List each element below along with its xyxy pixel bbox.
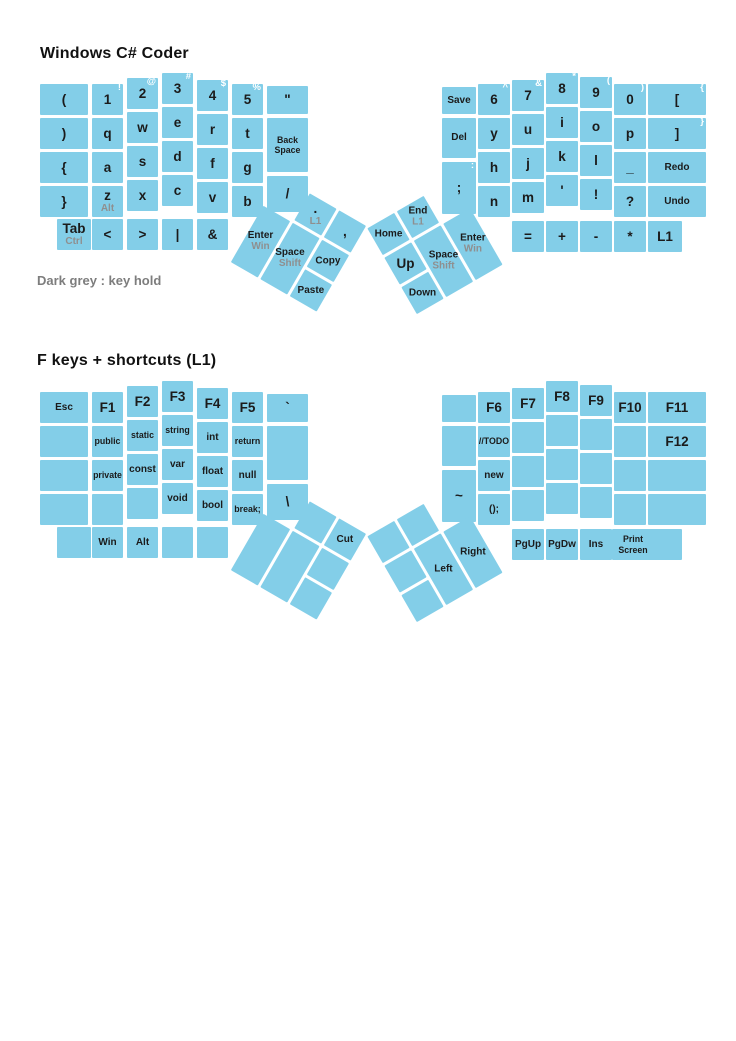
- key-tap-label: 7: [524, 87, 532, 103]
- key-tap-label: -: [593, 228, 599, 244]
- layer-base-title: Windows C# Coder: [40, 45, 189, 62]
- key-tap-label: ): [61, 125, 67, 141]
- key-t: [232, 118, 263, 149]
- key-private: [92, 460, 123, 491]
- key-tap-label: string: [165, 425, 190, 436]
- key-k: [546, 141, 578, 172]
- key-tap-label: |: [175, 226, 180, 242]
- key-shift-label: $: [220, 78, 226, 89]
- key-redo: [648, 152, 706, 183]
- key-tap-label: const: [129, 463, 156, 475]
- key-tap-label: Undo: [664, 195, 690, 207]
- key-win: [92, 527, 123, 558]
- key-tap-label: i: [560, 114, 564, 130]
- key-4: [197, 80, 228, 111]
- key-tap-label: F11: [665, 399, 689, 415]
- key-tap-label: z: [104, 188, 111, 204]
- key-blank: [512, 221, 544, 252]
- key-tap-label: o: [591, 118, 601, 134]
- key-tap-label: PgDw: [548, 538, 576, 550]
- key-blank: [546, 483, 578, 514]
- key-tap-label: F2: [134, 393, 151, 409]
- key-f: [197, 148, 228, 179]
- key-tap-label: Print Screen: [618, 534, 648, 555]
- key-tap-label: Right: [460, 546, 486, 558]
- key-tap-label: F8: [554, 388, 570, 404]
- key-ins: [580, 529, 612, 560]
- key-blank: [648, 529, 682, 560]
- key-alt: [127, 527, 158, 558]
- key-f2: [127, 386, 158, 417]
- key-tap-label: Esc: [55, 401, 73, 413]
- key-tap-label: Enter: [460, 232, 486, 244]
- key-tap-label: Down: [408, 286, 437, 298]
- key-blank: [197, 527, 228, 558]
- key-tap-label: s: [138, 153, 147, 169]
- key-tap-label: L1: [657, 228, 673, 244]
- key-blank: [614, 460, 646, 491]
- key-todo: [478, 426, 510, 457]
- key-tap-label: h: [489, 159, 499, 175]
- key-blank: [162, 219, 193, 250]
- key-pgdw: [546, 529, 578, 560]
- key-v: [197, 182, 228, 213]
- key-blank: [92, 219, 123, 250]
- key-blank: [580, 453, 612, 484]
- key-blank: [267, 426, 308, 480]
- key-tap-label: End: [408, 205, 428, 217]
- key-tap-label: new: [484, 469, 504, 481]
- key-blank: [614, 186, 646, 217]
- key-f11: [648, 392, 706, 423]
- key-hold-label: Shift: [432, 260, 455, 272]
- key-blank: [546, 449, 578, 480]
- key-blank: [40, 118, 88, 149]
- key-tap-label: 8: [558, 80, 566, 96]
- key-p: [614, 118, 646, 149]
- key-f5: [232, 392, 263, 423]
- key-tap-label: 9: [592, 84, 600, 100]
- key-shift-label: :: [470, 160, 474, 171]
- key-tap-label: n: [489, 193, 499, 209]
- key-tap-label: .: [313, 201, 318, 217]
- key-tap-label: f: [210, 155, 215, 171]
- key-tap-label: m: [521, 189, 534, 205]
- key-tap-label: ,: [343, 223, 347, 239]
- key-tap-label: 0: [626, 91, 634, 107]
- key-tap-label: 5: [243, 91, 252, 107]
- key-new: [478, 460, 510, 491]
- key-s: [127, 146, 158, 177]
- key-tap-label: Home: [374, 228, 403, 240]
- key-j: [512, 148, 544, 179]
- key-blank: [546, 221, 578, 252]
- key-tap-label: c: [173, 182, 182, 198]
- key-tap-label: break;: [234, 504, 261, 515]
- key-blank: [546, 415, 578, 446]
- key-tap-label: d: [173, 148, 182, 164]
- key-blank: [512, 456, 544, 487]
- key-hold-label: L1: [412, 216, 424, 228]
- key-hold-label: Shift: [278, 258, 302, 270]
- key-tap-label: Ins: [588, 538, 604, 550]
- key-void: [162, 483, 193, 514]
- key-tap-label: Up: [396, 255, 415, 271]
- key-blank: [162, 527, 193, 558]
- key-d: [162, 141, 193, 172]
- key-tap-label: Copy: [315, 254, 341, 266]
- key-tap-label: 6: [490, 91, 498, 107]
- key-f1: [92, 392, 123, 423]
- key-tap-label: u: [523, 121, 533, 137]
- key-i: [546, 107, 578, 138]
- key-tap-label: F10: [618, 399, 642, 415]
- key-tap-label: 2: [138, 85, 147, 101]
- key-hold-label: Win: [463, 243, 483, 255]
- key-f10: [614, 392, 646, 423]
- key-tap-label: t: [245, 125, 250, 141]
- key-tap-label: }: [61, 193, 67, 209]
- key-tap-label: Enter: [247, 230, 274, 242]
- key-tap-label: Win: [98, 536, 117, 548]
- key-tap-label: *: [627, 228, 633, 244]
- key-blank: [648, 494, 706, 525]
- key-blank: [442, 395, 476, 422]
- key-tap-label: 4: [208, 87, 217, 103]
- key-tap-label: public: [94, 436, 121, 447]
- key-blank: [40, 426, 88, 457]
- key-g: [232, 152, 263, 183]
- key-tap-label: return: [234, 436, 261, 447]
- key-z: [92, 186, 123, 217]
- key-tap-label: Save: [447, 94, 471, 106]
- key-tap-label: F6: [486, 399, 502, 415]
- key-blank: [580, 419, 612, 450]
- layer-l1-title: F keys + shortcuts (L1): [37, 352, 217, 369]
- key-shift-label: *: [572, 71, 576, 82]
- key-blank: [290, 577, 332, 619]
- key-blank: [40, 186, 88, 217]
- key-blank: [614, 152, 646, 183]
- key-5: [232, 84, 263, 115]
- key-tap-label: private: [93, 470, 122, 481]
- key-blank: [648, 84, 706, 115]
- key-tap-label: F12: [665, 433, 689, 449]
- key-e: [162, 107, 193, 138]
- key-null: [232, 460, 263, 491]
- key-return: [232, 426, 263, 457]
- key-tap-label: ": [284, 92, 291, 108]
- key-tap-label: Del: [451, 132, 467, 143]
- key-9: [580, 77, 612, 108]
- key-save: [442, 87, 476, 114]
- key-l1: [648, 221, 682, 252]
- key-esc: [40, 392, 88, 423]
- key-tap-label: =: [524, 228, 532, 244]
- key-blank: [546, 175, 578, 206]
- key-paste: [290, 269, 332, 311]
- key-float: [197, 456, 228, 487]
- key-shift-label: (: [606, 75, 610, 86]
- key-tap-label: static: [131, 430, 154, 441]
- key-shift-label: #: [185, 71, 191, 82]
- key-tap-label: ;: [456, 180, 462, 196]
- key-o: [580, 111, 612, 142]
- key-tap-label: _: [626, 159, 634, 175]
- key-static: [127, 420, 158, 451]
- key-tap-label: w: [137, 119, 148, 135]
- key-tap-label: var: [169, 458, 185, 470]
- key-tap-label: [: [674, 91, 680, 107]
- key-tap-label: l: [594, 152, 598, 168]
- key-a: [92, 152, 123, 183]
- key-hold-label: Alt: [100, 202, 115, 214]
- key-blank: [648, 118, 706, 149]
- key-tap-label: a: [103, 159, 112, 175]
- key-tap-label: y: [490, 125, 498, 141]
- key-f6: [478, 392, 510, 423]
- key-tap-label: k: [558, 148, 566, 164]
- key-tap-label: e: [173, 114, 182, 130]
- key-f4: [197, 388, 228, 419]
- key-shift-label: &: [535, 78, 542, 89]
- key-m: [512, 182, 544, 213]
- key-tap-label: null: [238, 469, 257, 481]
- key-tap-label: F9: [588, 392, 604, 408]
- key-blank: [614, 221, 646, 252]
- key-tap-label: Back Space: [274, 134, 301, 155]
- key-tap-label: {: [61, 159, 67, 175]
- key-tap-label: F1: [99, 399, 116, 415]
- key-y: [478, 118, 510, 149]
- key-w: [127, 112, 158, 143]
- key-blank: [614, 494, 646, 525]
- key-shift-label: @: [146, 76, 156, 87]
- key-f9: [580, 385, 612, 416]
- key-tap-label: F4: [204, 395, 221, 411]
- key-tap-label: /: [285, 186, 290, 202]
- key-l: [580, 145, 612, 176]
- key-tap-label: <: [103, 226, 112, 242]
- key-int: [197, 422, 228, 453]
- key-6: [478, 84, 510, 115]
- key-tap-label: Paste: [297, 284, 325, 296]
- key-x: [127, 180, 158, 211]
- key-tap-label: p: [625, 125, 635, 141]
- key-tap-label: g: [243, 159, 252, 175]
- key-blank: [127, 219, 158, 250]
- key-blank: [57, 527, 91, 558]
- key-blank: [40, 152, 88, 183]
- key-tap-label: ?: [625, 193, 635, 209]
- key-tap-label: PgUp: [514, 538, 542, 550]
- key-7: [512, 80, 544, 111]
- key-0: [614, 84, 646, 115]
- key-tap-label: 1: [103, 91, 112, 107]
- key-public: [92, 426, 123, 457]
- key-const: [127, 454, 158, 485]
- key-blank: [267, 394, 308, 422]
- key-shift-label: }: [700, 116, 704, 127]
- key-tap-label: ~: [455, 488, 463, 504]
- key-tap-label: b: [243, 193, 252, 209]
- key-tap-label: //TODO: [478, 436, 510, 447]
- key-f12: [648, 426, 706, 457]
- key-blank: [580, 179, 612, 210]
- key-tap-label: \: [285, 494, 290, 510]
- key-tap-label: F5: [239, 399, 256, 415]
- key-tap-label: Tab: [62, 221, 86, 237]
- key-8: [546, 73, 578, 104]
- key-del: [442, 118, 476, 158]
- key-2: [127, 78, 158, 109]
- key-hold-label: L1: [309, 215, 322, 227]
- key-tap-label: +: [558, 228, 566, 244]
- key-tap-label: Left: [434, 563, 453, 575]
- key-shift-label: ^: [502, 82, 508, 93]
- key-f7: [512, 388, 544, 419]
- key-tap-label: void: [167, 492, 188, 504]
- key-blank: [580, 487, 612, 518]
- key-r: [197, 114, 228, 145]
- key-3: [162, 73, 193, 104]
- key-tap-label: F3: [169, 388, 186, 404]
- key-tap-label: ]: [674, 125, 680, 141]
- key-tap-label: bool: [201, 499, 224, 511]
- key-blank: [40, 494, 88, 525]
- key-blank: [512, 422, 544, 453]
- key-tap-label: Cut: [336, 533, 354, 545]
- key-tab: [57, 219, 91, 250]
- key-tap-label: v: [208, 189, 217, 205]
- key-hold-legend: Dark grey : key hold: [37, 273, 162, 288]
- key-tap-label: q: [103, 125, 112, 141]
- key-tap-label: &: [207, 226, 218, 242]
- key-h: [478, 152, 510, 183]
- key-tap-label: float: [201, 465, 224, 477]
- key-undo: [648, 186, 706, 217]
- key-tap-label: Alt: [135, 536, 150, 548]
- key-f3: [162, 381, 193, 412]
- key-tap-label: >: [138, 226, 147, 242]
- key-shift-label: %: [252, 82, 261, 93]
- key-tap-label: j: [526, 155, 530, 171]
- key-tap-label: ();: [489, 503, 499, 515]
- key-shift-label: !: [117, 82, 121, 93]
- key-blank: [442, 426, 476, 466]
- key-1: [92, 84, 123, 115]
- key-tap-label: `: [285, 400, 290, 416]
- key-back-space: [267, 118, 308, 172]
- key-blank: [648, 460, 706, 491]
- key-tap-label: r: [209, 121, 216, 137]
- key-blank: [512, 490, 544, 521]
- key-tap-label: x: [138, 187, 147, 203]
- key-tap-label: Redo: [664, 161, 690, 173]
- key-tap-label: 3: [173, 80, 182, 96]
- key-var: [162, 449, 193, 480]
- key-hold-label: Win: [251, 241, 270, 253]
- key-tap-label: ': [560, 182, 564, 198]
- key-blank: [267, 86, 308, 114]
- key-c: [162, 175, 193, 206]
- key-tap-label: Space: [428, 249, 459, 261]
- key-blank: [614, 426, 646, 457]
- key-blank: [40, 460, 88, 491]
- key-blank: [40, 84, 88, 115]
- key-tap-label: (: [61, 91, 67, 107]
- key-tap-label: Space: [275, 247, 305, 259]
- key-q: [92, 118, 123, 149]
- key-tap-label: int: [206, 431, 219, 443]
- key-u: [512, 114, 544, 145]
- key-blank: [127, 488, 158, 519]
- key-hold-label: Ctrl: [65, 235, 83, 247]
- key-blank: [92, 494, 123, 525]
- key-shift-label: ): [640, 82, 644, 93]
- key-tap-label: F7: [520, 395, 536, 411]
- key-blank: [197, 219, 228, 250]
- key-pgup: [512, 529, 544, 560]
- key-shift-label: {: [700, 82, 704, 93]
- key-blank: [580, 221, 612, 252]
- key-tap-label: !: [593, 186, 599, 202]
- key-f8: [546, 381, 578, 412]
- key-bool: [197, 490, 228, 521]
- key-string: [162, 415, 193, 446]
